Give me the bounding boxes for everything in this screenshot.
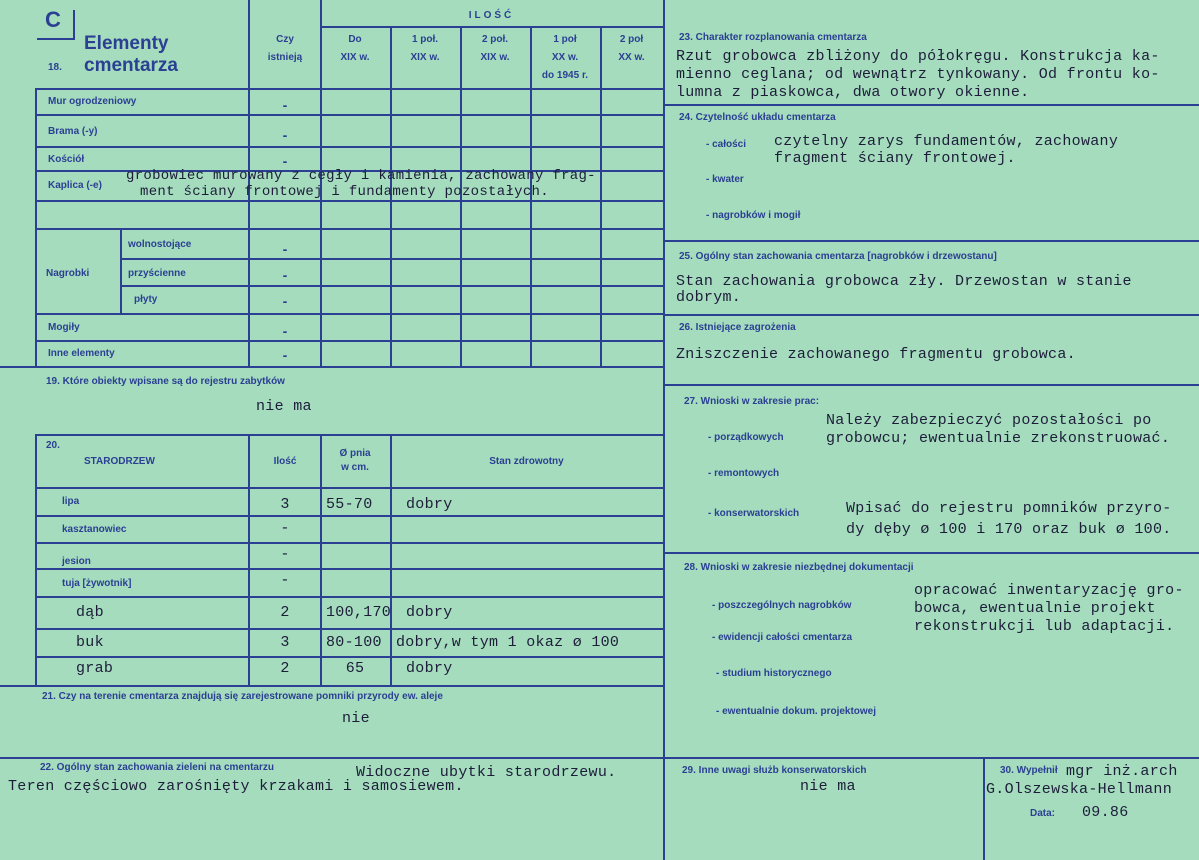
row-exists-mur: - [282, 97, 288, 113]
s20-row [35, 568, 663, 570]
s26-label: 26. Istniejące zagrożenia [679, 322, 796, 333]
s25-label: 25. Ogólny stan zachowania cmentarza [nagrobków i drzewostanu] [679, 251, 997, 262]
s26-value: Zniszczenie zachowanego fragmentu grobowca. [676, 346, 1076, 363]
s27-k-line2: dy dęby ø 100 i 170 oraz buk ø 100. [846, 521, 1172, 538]
s29-value: nie ma [800, 778, 856, 795]
s20-header-qty: Ilość [273, 456, 297, 467]
s20-header-diam-1: Ø pnia [339, 448, 371, 459]
nagrobki-wolno-exists: - [282, 241, 288, 257]
row-exists-kosciol: - [282, 153, 288, 169]
tree-name: dąb [76, 604, 104, 621]
center-divider [663, 0, 665, 860]
s20-row [35, 596, 663, 598]
nagrobki-przyscienne: przyścienne [128, 268, 186, 279]
s27-k-line1: Wpisać do rejestru pomników przyro- [846, 500, 1172, 517]
s20-top [35, 434, 663, 436]
right-line [663, 240, 1199, 242]
tree-health: dobry [406, 604, 453, 621]
row-label-inne: Inne elementy [48, 348, 115, 359]
col-exists-header-2: istnieją [267, 52, 303, 63]
nagrobki-wolno: wolnostojące [128, 239, 192, 250]
s24-line1: czytelny zarys fundamentów, zachowany [774, 133, 1119, 150]
right-line [663, 384, 1199, 386]
row-label-mur: Mur ogrodzeniowy [48, 96, 137, 107]
s21-label: 21. Czy na terenie cmentarza znajdują się zarejestrowane pomniki przyrody ew. aleje [42, 691, 443, 702]
s27-remontowych: - remontowych [708, 468, 780, 479]
col-exists-header-1: Czy [276, 34, 294, 45]
s24-calosci: - całości [706, 139, 747, 150]
s25-line2: dobrym. [676, 289, 742, 306]
ilosc-line [320, 26, 663, 28]
nagrobki-divider [120, 230, 122, 314]
s19-label: 19. Które obiekty wpisane są do rejestru zabytków [46, 376, 285, 387]
s30-divider [983, 757, 985, 860]
s27-label: 27. Wnioski w zakresie prac: [684, 396, 820, 407]
s24-nagrobkow: - nagrobków i mogił [706, 210, 801, 221]
row-label-kosciol: Kościół [48, 154, 85, 165]
s27-porzadkowych: - porządkowych [708, 432, 784, 443]
col-do19-1: Do [348, 34, 362, 45]
s28-line2: bowca, ewentualnie projekt [914, 600, 1156, 617]
tree-qty: - [280, 572, 290, 589]
tree-name: tuja [żywotnik] [62, 578, 132, 589]
s24-line2: fragment ściany frontowej. [774, 150, 1016, 167]
section-number: 18. [48, 62, 62, 73]
nagrobki-plyty-exists: - [282, 293, 288, 309]
row-line [120, 258, 663, 260]
s20-header-name: STARODRZEW [84, 456, 155, 467]
col-2pol19-1: 2 poł. [481, 34, 509, 45]
row-line [35, 228, 663, 230]
s19-value: nie ma [256, 398, 312, 415]
tree-name: kasztanowiec [62, 524, 127, 535]
row-label-kaplica: Kaplica (-e) [48, 180, 102, 191]
s30-date-label: Data: [1030, 808, 1056, 819]
tree-name: jesion [62, 556, 91, 567]
col-1pol20-3: do 1945 r. [541, 70, 589, 81]
s27-konserwatorskich: - konserwatorskich [708, 508, 800, 519]
s27-p-line1: Należy zabezpieczyć pozostałości po [826, 412, 1152, 429]
nagrobki-plyty: płyty [134, 294, 158, 305]
bottom-row-line [0, 757, 1199, 759]
title-line2: cmentarza [84, 55, 178, 76]
s20-header-diam-2: w cm. [341, 462, 369, 473]
s28-item: - ewidencji całości cmentarza [712, 632, 853, 643]
s30-name2: G.Olszewska-Hellmann [986, 781, 1173, 798]
col-2pol20-left [600, 26, 602, 366]
col-2pol20-2: XX w. [618, 52, 645, 63]
s20-row [35, 487, 663, 489]
s22-line2: Teren częściowo zarośnięty krzakami i samosiewem. [8, 778, 464, 795]
tree-qty: 3 [280, 496, 290, 513]
s28-item: - poszczególnych nagrobków [712, 600, 852, 611]
tree-health: dobry [406, 496, 453, 513]
right-line [663, 314, 1199, 316]
tree-health: dobry [406, 660, 453, 677]
col-1pol19-1: 1 poł. [411, 34, 439, 45]
col-2pol19-2: XIX w. [480, 52, 510, 63]
col-1pol20-2: XX w. [551, 52, 579, 63]
s30-name1: mgr inż.arch [1066, 763, 1178, 780]
s23-label: 23. Charakter rozplanowania cmentarza [679, 32, 867, 43]
s20-bottom [0, 685, 663, 687]
s20-row [35, 628, 663, 630]
col-do19-2: XIX w. [340, 52, 370, 63]
kaplica-note-line2: ment ściany frontowej i fundamenty pozostałych. [140, 184, 549, 200]
s20-row [35, 515, 663, 517]
section-line [0, 366, 663, 368]
nagrobki-przyscienne-exists: - [282, 267, 288, 283]
s20-number: 20. [46, 440, 60, 451]
col-2pol20-1: 2 poł [619, 34, 644, 45]
kaplica-note-line1: grobowiec murowany z cegły i kamienia, zachowany frag- [126, 168, 596, 184]
tree-name: buk [76, 634, 104, 651]
tree-qty: - [280, 520, 290, 537]
s23-line3: lumna z piaskowca, dwa otwory okienne. [676, 84, 1030, 101]
col-1pol20-1: 1 poł [553, 34, 577, 45]
right-line [663, 552, 1199, 554]
s22-label: 22. Ogólny stan zachowania zieleni na cmentarzu [40, 762, 274, 773]
tree-name: grab [76, 660, 114, 677]
row-line [35, 88, 663, 90]
left-border [35, 88, 37, 366]
s20-row [35, 656, 663, 658]
tree-diam: 80-100 [326, 634, 382, 651]
left-border-20 [35, 434, 37, 686]
row-label-mogily: Mogiły [48, 322, 80, 333]
s30-date: 09.86 [1082, 804, 1129, 821]
row-line [35, 313, 663, 315]
row-exists-brama: - [282, 127, 288, 143]
logo-letter: C [45, 7, 61, 32]
row-line [35, 114, 663, 116]
col-quantity-header: ILOŚĆ [468, 10, 515, 21]
row-line [35, 340, 663, 342]
s23-line2: mienno ceglana; od wewnątrz tynkowany. Od frontu ko- [676, 66, 1160, 83]
s27-p-line2: grobowcu; ewentualnie zrekonstruować. [826, 430, 1171, 447]
s28-line1: opracować inwentaryzację gro- [914, 582, 1184, 599]
s28-line3: rekonstrukcji lub adaptacji. [914, 618, 1175, 635]
row-line [35, 146, 663, 148]
tree-qty: 2 [280, 660, 290, 677]
tree-diam: 65 [345, 660, 365, 677]
tree-qty: 3 [280, 634, 290, 651]
s20-header-health: Stan zdrowotny [489, 456, 564, 467]
tree-health: dobry,w tym 1 okaz ø 100 [396, 634, 620, 651]
s28-item: - studium historycznego [716, 668, 832, 679]
s28-item: - ewentualnie dokum. projektowej [716, 706, 877, 717]
nagrobki-label: Nagrobki [46, 268, 90, 279]
right-line [663, 104, 1199, 106]
tree-diam: 55-70 [326, 496, 373, 513]
row-line [120, 285, 663, 287]
s30-label: 30. Wypełnił [1000, 765, 1058, 776]
s22-line1: Widoczne ubytki starodrzewu. [356, 764, 617, 781]
tree-diam: 100,170 [326, 604, 392, 621]
s24-label: 24. Czytelność układu cmentarza [679, 112, 836, 123]
s28-label: 28. Wnioski w zakresie niezbędnej dokumentacji [684, 562, 914, 573]
s29-label: 29. Inne uwagi służb konserwatorskich [682, 765, 867, 776]
tree-qty: - [280, 546, 290, 563]
tree-name: lipa [62, 496, 80, 507]
s24-kwater: - kwater [706, 174, 744, 185]
title-line1: Elementy [84, 33, 169, 54]
s25-line1: Stan zachowania grobowca zły. Drzewostan w stanie [676, 273, 1132, 290]
tree-qty: 2 [280, 604, 290, 621]
row-exists-inne: - [282, 347, 288, 363]
s20-col [390, 434, 392, 686]
s23-line1: Rzut grobowca zbliżony do półokręgu. Konstrukcja ka- [676, 48, 1160, 65]
row-exists-mogily: - [282, 323, 288, 339]
row-label-brama: Brama (-y) [48, 126, 98, 137]
col-1pol19-2: XIX w. [410, 52, 440, 63]
s21-value: nie [342, 710, 370, 727]
s20-row [35, 542, 663, 544]
